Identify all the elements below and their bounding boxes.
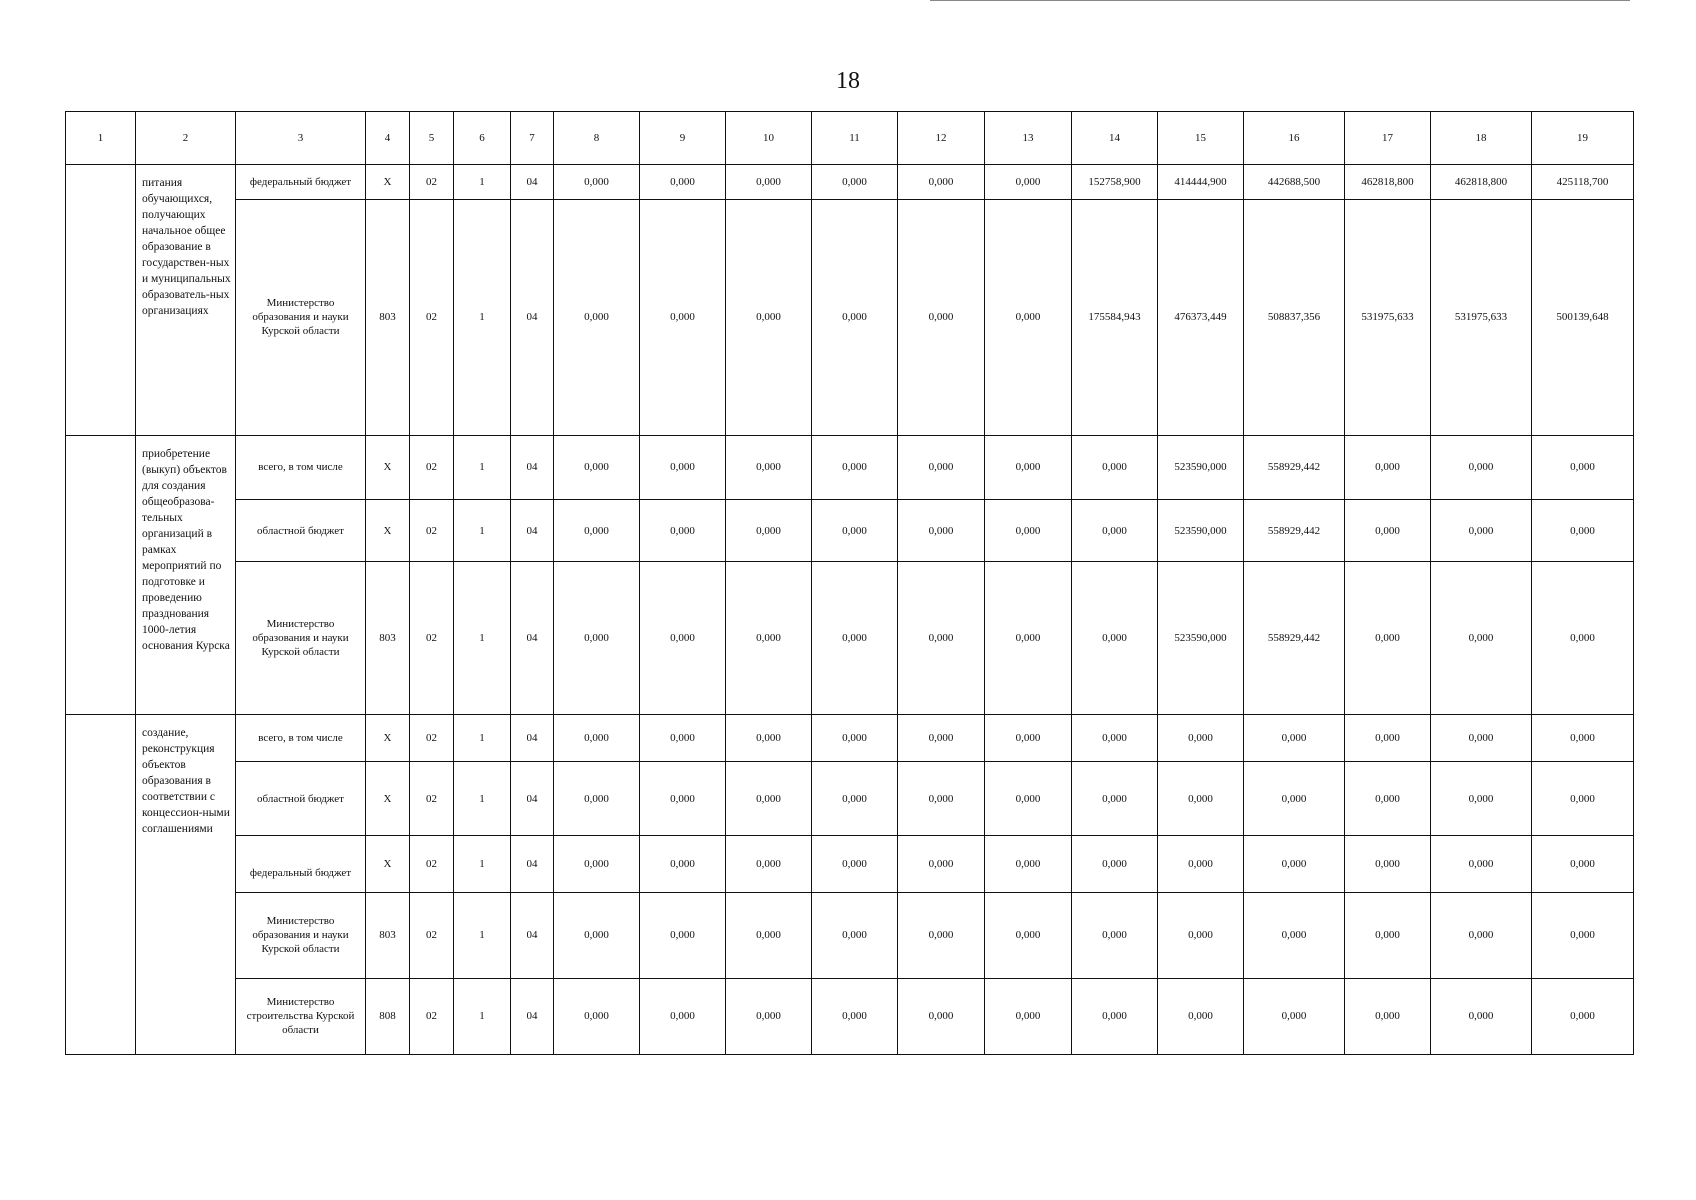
- amount-cell: 0,000: [726, 435, 812, 500]
- admin-code-cell: 803: [366, 892, 410, 978]
- admin-code-cell: 803: [366, 200, 410, 435]
- amount-cell: 0,000: [640, 892, 726, 978]
- amount-cell: 0,000: [812, 200, 898, 435]
- amount-cell: 0,000: [1345, 762, 1431, 835]
- subsection-code-cell: 1: [454, 435, 511, 500]
- amount-cell: 0,000: [554, 200, 640, 435]
- header-cell: 3: [236, 112, 366, 165]
- amount-cell: 0,000: [898, 435, 985, 500]
- amount-cell: 0,000: [1072, 835, 1158, 892]
- table-row: [66, 978, 1634, 1054]
- amount-cell: 0,000: [554, 164, 640, 199]
- amount-cell: 0,000: [1345, 562, 1431, 715]
- amount-cell: 0,000: [1431, 978, 1532, 1054]
- amount-cell: 531975,633: [1345, 200, 1431, 435]
- funding-source-cell: федеральный бюджет: [236, 835, 366, 892]
- funding-source-cell: федеральный бюджет: [236, 164, 366, 199]
- amount-cell: 0,000: [640, 715, 726, 762]
- amount-cell: 0,000: [554, 500, 640, 562]
- amount-cell: 0,000: [640, 200, 726, 435]
- amount-cell: 0,000: [898, 892, 985, 978]
- amount-cell: 0,000: [1345, 715, 1431, 762]
- amount-cell: 0,000: [726, 200, 812, 435]
- amount-cell: 0,000: [1431, 435, 1532, 500]
- amount-cell: 0,000: [1532, 835, 1634, 892]
- amount-cell: 0,000: [985, 500, 1072, 562]
- section-code-cell: 02: [410, 435, 454, 500]
- amount-cell: 0,000: [1158, 835, 1244, 892]
- amount-cell: 0,000: [640, 562, 726, 715]
- target-code-cell: 04: [511, 978, 554, 1054]
- header-cell: 12: [898, 112, 985, 165]
- target-code-cell: 04: [511, 200, 554, 435]
- amount-cell: 0,000: [1244, 715, 1345, 762]
- amount-cell: 500139,648: [1532, 200, 1634, 435]
- amount-cell: 558929,442: [1244, 562, 1345, 715]
- table-row: [66, 762, 1634, 835]
- scan-top-rule: [930, 0, 1630, 1]
- target-code-cell: 04: [511, 835, 554, 892]
- section-code-cell: 02: [410, 562, 454, 715]
- amount-cell: 0,000: [1431, 562, 1532, 715]
- target-code-cell: 04: [511, 562, 554, 715]
- target-code-cell: 04: [511, 164, 554, 199]
- amount-cell: 0,000: [812, 562, 898, 715]
- amount-cell: 0,000: [640, 835, 726, 892]
- amount-cell: 0,000: [554, 562, 640, 715]
- funding-source-cell: Министерство образования и науки Курской области: [236, 200, 366, 435]
- amount-cell: 0,000: [554, 892, 640, 978]
- amount-cell: 0,000: [898, 562, 985, 715]
- amount-cell: 0,000: [1072, 892, 1158, 978]
- amount-cell: 0,000: [1072, 562, 1158, 715]
- row-number-cell: [66, 715, 136, 1055]
- amount-cell: 462818,800: [1345, 164, 1431, 199]
- header-cell: 13: [985, 112, 1072, 165]
- amount-cell: 0,000: [985, 435, 1072, 500]
- amount-cell: 0,000: [1532, 562, 1634, 715]
- section-code-cell: 02: [410, 200, 454, 435]
- header-cell: 10: [726, 112, 812, 165]
- admin-code-cell: X: [366, 435, 410, 500]
- amount-cell: 0,000: [812, 762, 898, 835]
- amount-cell: 558929,442: [1244, 435, 1345, 500]
- amount-cell: 531975,633: [1431, 200, 1532, 435]
- amount-cell: 523590,000: [1158, 562, 1244, 715]
- amount-cell: 0,000: [1072, 762, 1158, 835]
- amount-cell: 0,000: [1532, 892, 1634, 978]
- funding-source-cell: всего, в том числе: [236, 435, 366, 500]
- funding-source-cell: областной бюджет: [236, 500, 366, 562]
- amount-cell: 0,000: [812, 435, 898, 500]
- amount-cell: 0,000: [1345, 835, 1431, 892]
- amount-cell: 0,000: [1431, 835, 1532, 892]
- section-code-cell: 02: [410, 715, 454, 762]
- subsection-code-cell: 1: [454, 762, 511, 835]
- admin-code-cell: X: [366, 762, 410, 835]
- funding-source-cell: всего, в том числе: [236, 715, 366, 762]
- admin-code-cell: X: [366, 164, 410, 199]
- section-code-cell: 02: [410, 892, 454, 978]
- row-number-cell: [66, 435, 136, 715]
- header-cell: 16: [1244, 112, 1345, 165]
- amount-cell: 0,000: [985, 892, 1072, 978]
- amount-cell: 0,000: [726, 892, 812, 978]
- amount-cell: 0,000: [985, 200, 1072, 435]
- amount-cell: 0,000: [726, 164, 812, 199]
- amount-cell: 0,000: [554, 435, 640, 500]
- amount-cell: 0,000: [726, 835, 812, 892]
- amount-cell: 442688,500: [1244, 164, 1345, 199]
- header-cell: 18: [1431, 112, 1532, 165]
- admin-code-cell: X: [366, 715, 410, 762]
- amount-cell: 523590,000: [1158, 435, 1244, 500]
- amount-cell: 0,000: [554, 762, 640, 835]
- header-cell: 4: [366, 112, 410, 165]
- amount-cell: 0,000: [1532, 500, 1634, 562]
- amount-cell: 0,000: [1431, 892, 1532, 978]
- amount-cell: 0,000: [1158, 762, 1244, 835]
- amount-cell: 0,000: [640, 762, 726, 835]
- amount-cell: 0,000: [726, 762, 812, 835]
- amount-cell: 0,000: [1345, 435, 1431, 500]
- target-code-cell: 04: [511, 435, 554, 500]
- subsection-code-cell: 1: [454, 835, 511, 892]
- amount-cell: 0,000: [898, 500, 985, 562]
- amount-cell: 558929,442: [1244, 500, 1345, 562]
- amount-cell: 0,000: [812, 500, 898, 562]
- header-cell: 17: [1345, 112, 1431, 165]
- section-code-cell: 02: [410, 500, 454, 562]
- budget-table: [65, 111, 1634, 1055]
- amount-cell: 0,000: [640, 978, 726, 1054]
- amount-cell: 0,000: [898, 715, 985, 762]
- amount-cell: 0,000: [554, 715, 640, 762]
- amount-cell: 0,000: [1431, 762, 1532, 835]
- amount-cell: 0,000: [1431, 715, 1532, 762]
- table-row: [66, 835, 1634, 892]
- amount-cell: 152758,900: [1072, 164, 1158, 199]
- amount-cell: 0,000: [1072, 500, 1158, 562]
- amount-cell: 462818,800: [1431, 164, 1532, 199]
- section-code-cell: 02: [410, 978, 454, 1054]
- table-row: [66, 562, 1634, 715]
- table-row: [66, 435, 1634, 500]
- table-row: [66, 892, 1634, 978]
- amount-cell: 0,000: [985, 762, 1072, 835]
- row-number-cell: [66, 164, 136, 435]
- table-row: [66, 715, 1634, 762]
- amount-cell: 0,000: [1532, 762, 1634, 835]
- amount-cell: 0,000: [898, 835, 985, 892]
- subsection-code-cell: 1: [454, 892, 511, 978]
- amount-cell: 0,000: [812, 892, 898, 978]
- header-cell: 19: [1532, 112, 1634, 165]
- amount-cell: 0,000: [812, 835, 898, 892]
- amount-cell: 0,000: [1072, 435, 1158, 500]
- amount-cell: 0,000: [985, 715, 1072, 762]
- admin-code-cell: 808: [366, 978, 410, 1054]
- funding-source-cell: Министерство образования и науки Курской области: [236, 562, 366, 715]
- amount-cell: 425118,700: [1532, 164, 1634, 199]
- funding-source-cell: областной бюджет: [236, 762, 366, 835]
- admin-code-cell: X: [366, 835, 410, 892]
- amount-cell: 0,000: [1244, 762, 1345, 835]
- amount-cell: 0,000: [1244, 835, 1345, 892]
- amount-cell: 0,000: [985, 978, 1072, 1054]
- table-body: [66, 112, 1634, 1055]
- amount-cell: 0,000: [726, 562, 812, 715]
- amount-cell: 0,000: [640, 435, 726, 500]
- header-cell: 2: [136, 112, 236, 165]
- target-code-cell: 04: [511, 762, 554, 835]
- funding-source-cell: Министерство строительства Курской области: [236, 978, 366, 1054]
- subsection-code-cell: 1: [454, 715, 511, 762]
- section-code-cell: 02: [410, 164, 454, 199]
- header-cell: 7: [511, 112, 554, 165]
- amount-cell: 0,000: [1072, 715, 1158, 762]
- amount-cell: 0,000: [1532, 978, 1634, 1054]
- amount-cell: 0,000: [1532, 715, 1634, 762]
- amount-cell: 523590,000: [1158, 500, 1244, 562]
- subsection-code-cell: 1: [454, 200, 511, 435]
- header-cell: 9: [640, 112, 726, 165]
- program-name-cell: приобретение (выкуп) объектов для создания общеобразова-тельных организаций в рамках мероприятий по подготовке и проведению празднования 1000-летия основания Курска: [136, 435, 236, 715]
- amount-cell: 175584,943: [1072, 200, 1158, 435]
- target-code-cell: 04: [511, 500, 554, 562]
- subsection-code-cell: 1: [454, 500, 511, 562]
- amount-cell: 0,000: [985, 164, 1072, 199]
- amount-cell: 0,000: [985, 562, 1072, 715]
- header-cell: 6: [454, 112, 511, 165]
- table-row: [66, 164, 1634, 199]
- amount-cell: 0,000: [554, 835, 640, 892]
- program-name-cell: создание, реконструкция объектов образования в соответствии с концессион-ными соглашениями: [136, 715, 236, 1055]
- header-cell: 15: [1158, 112, 1244, 165]
- amount-cell: 0,000: [1244, 892, 1345, 978]
- subsection-code-cell: 1: [454, 978, 511, 1054]
- target-code-cell: 04: [511, 892, 554, 978]
- target-code-cell: 04: [511, 715, 554, 762]
- amount-cell: 0,000: [640, 164, 726, 199]
- table-row: [66, 500, 1634, 562]
- amount-cell: 0,000: [1431, 500, 1532, 562]
- amount-cell: 0,000: [1072, 978, 1158, 1054]
- header-cell: 11: [812, 112, 898, 165]
- amount-cell: 0,000: [1158, 892, 1244, 978]
- header-cell: 1: [66, 112, 136, 165]
- amount-cell: 0,000: [1532, 435, 1634, 500]
- amount-cell: 0,000: [640, 500, 726, 562]
- amount-cell: 0,000: [1158, 715, 1244, 762]
- header-row: [66, 112, 1634, 165]
- amount-cell: 0,000: [726, 978, 812, 1054]
- table-row: [66, 200, 1634, 435]
- amount-cell: 0,000: [898, 762, 985, 835]
- amount-cell: 0,000: [726, 715, 812, 762]
- amount-cell: 476373,449: [1158, 200, 1244, 435]
- admin-code-cell: X: [366, 500, 410, 562]
- amount-cell: 0,000: [1158, 978, 1244, 1054]
- amount-cell: 0,000: [898, 164, 985, 199]
- amount-cell: 0,000: [726, 500, 812, 562]
- funding-source-cell: Министерство образования и науки Курской области: [236, 892, 366, 978]
- amount-cell: 0,000: [898, 200, 985, 435]
- admin-code-cell: 803: [366, 562, 410, 715]
- amount-cell: 0,000: [1244, 978, 1345, 1054]
- header-cell: 8: [554, 112, 640, 165]
- amount-cell: 0,000: [985, 835, 1072, 892]
- amount-cell: 0,000: [554, 978, 640, 1054]
- amount-cell: 0,000: [1345, 500, 1431, 562]
- amount-cell: 414444,900: [1158, 164, 1244, 199]
- section-code-cell: 02: [410, 762, 454, 835]
- subsection-code-cell: 1: [454, 562, 511, 715]
- page-number: 18: [836, 68, 860, 94]
- amount-cell: 508837,356: [1244, 200, 1345, 435]
- header-cell: 14: [1072, 112, 1158, 165]
- header-cell: 5: [410, 112, 454, 165]
- amount-cell: 0,000: [812, 715, 898, 762]
- amount-cell: 0,000: [898, 978, 985, 1054]
- amount-cell: 0,000: [812, 978, 898, 1054]
- amount-cell: 0,000: [1345, 978, 1431, 1054]
- section-code-cell: 02: [410, 835, 454, 892]
- amount-cell: 0,000: [812, 164, 898, 199]
- amount-cell: 0,000: [1345, 892, 1431, 978]
- program-name-cell: питания обучающихся, получающих начальное общее образование в государствен-ных и муниципальных образователь-ных организациях: [136, 164, 236, 435]
- subsection-code-cell: 1: [454, 164, 511, 199]
